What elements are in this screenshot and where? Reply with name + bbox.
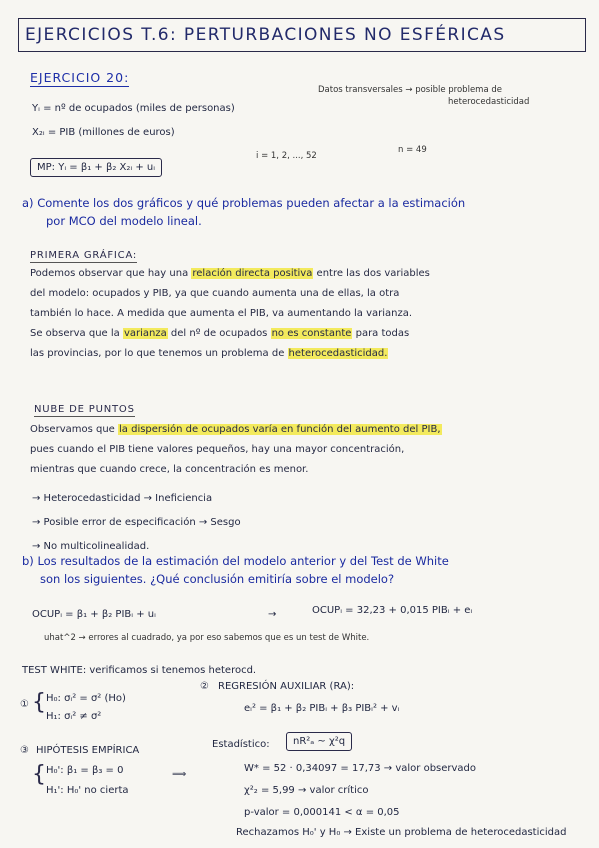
step-1: ① — [20, 699, 29, 710]
primera-l3: también lo hace. A medida que aumenta el PIB, va aumentando la varianza. — [30, 308, 413, 319]
datos-note: Datos transversales → posible problema de — [318, 85, 502, 95]
w-stat: W* = 52 · 0,34097 = 17,73 → valor observado — [244, 763, 477, 774]
bullet-1: → Heterocedasticidad → Ineficiencia — [32, 493, 213, 504]
nube-l2: pues cuando el PIB tiene valores pequeños, hay una mayor concentración, — [30, 444, 405, 455]
step-3: ③ — [20, 745, 29, 756]
bullet-2: → Posible error de especificación → Sesgo — [32, 517, 241, 528]
brace-1: { — [32, 690, 46, 715]
question-a-line2: por MCO del modelo lineal. — [46, 214, 202, 228]
question-b-line2: son los siguientes. ¿Qué conclusión emitiría sobre el modelo? — [40, 572, 395, 586]
exercise-heading: EJERCICIO 20: — [30, 70, 130, 85]
primera-paragraph — [30, 264, 590, 364]
uhat-note: uhat^2 → errores al cuadrado, ya por eso sabemos que es un test de White. — [44, 633, 370, 643]
estadistico-label: Estadístico: — [212, 739, 270, 750]
hipotesis-heading: HIPÓTESIS EMPÍRICA — [36, 745, 140, 756]
primera-l4b: del nº de ocupados — [170, 328, 268, 339]
results-arrow: → — [268, 609, 277, 620]
h0-empirica: H₀': β₁ = β₃ = 0 — [46, 765, 124, 776]
estadistico-box: nR²ₐ ~ χ²q — [286, 732, 352, 751]
step-2: ② — [200, 681, 209, 692]
aux-reg-equation: eᵢ² = β₁ + β₂ PIBᵢ + β₃ PIBᵢ² + vᵢ — [244, 703, 400, 714]
datos-note-2: heterocedasticidad — [448, 97, 530, 107]
model-ocup: OCUPᵢ = β₁ + β₂ PIBᵢ + uᵢ — [32, 609, 156, 620]
nube-l1a: Observamos que — [30, 424, 115, 435]
question-b-line1: b) Los resultados de la estimación del modelo anterior y del Test de White — [22, 554, 449, 568]
primera-l1b: entre las dos variables — [316, 268, 430, 279]
var-y: Yᵢ = nº de ocupados (miles de personas) — [32, 103, 235, 114]
aux-reg-heading: REGRESIÓN AUXILIAR (RA): — [218, 681, 355, 692]
h0: H₀: σᵢ² = σ² (Ho) — [46, 693, 126, 704]
var-x: X₂ᵢ = PIB (millones de euros) — [32, 127, 175, 138]
primera-l1-highlight: relación directa positiva — [192, 268, 313, 279]
hip-arrow: ⟹ — [172, 769, 187, 780]
primera-l4c: para todas — [355, 328, 410, 339]
index-range: i = 1, 2, ..., 52 — [256, 151, 317, 161]
nube-l1-highlight: la dispersión de ocupados varía en función del aumento del PIB, — [119, 424, 441, 435]
question-a-line1: a) Comente los dos gráficos y qué problemas pueden afectar a la estimación — [22, 196, 466, 210]
primera-l5a: las provincias, por lo que tenemos un problema de — [30, 348, 285, 359]
chi-critical: χ²₂ = 5,99 → valor crítico — [244, 785, 369, 796]
p-value: p-valor = 0,000141 < α = 0,05 — [244, 807, 400, 818]
nube-heading: NUBE DE PUNTOS — [34, 404, 135, 415]
test-heading: TEST WHITE: verificamos si tenemos heterocd. — [22, 665, 257, 676]
primera-l4-highlight-1: varianza — [123, 328, 167, 339]
h1-empirica: H₁': H₀' no cierta — [46, 785, 129, 796]
sample-size: n = 49 — [398, 145, 427, 155]
nube-paragraph — [30, 420, 590, 480]
nube-l3: mientras que cuando crece, la concentración es menor. — [30, 464, 309, 475]
estimated-model: OCUPᵢ = 32,23 + 0,015 PIBᵢ + eᵢ — [312, 605, 473, 616]
primera-l4-highlight-2: no es constante — [271, 328, 352, 339]
primera-l2: del modelo: ocupados y PIB, ya que cuando aumenta una de ellas, la otra — [30, 288, 400, 299]
bullet-3: → No multicolinealidad. — [32, 541, 150, 552]
primera-l4a: Se observa que la — [30, 328, 120, 339]
brace-2: { — [32, 762, 46, 787]
page-title: EJERCICIOS T.6: PERTURBACIONES NO ESFÉRICAS — [18, 18, 586, 52]
primera-heading: PRIMERA GRÁFICA: — [30, 250, 138, 261]
conclusion: Rechazamos H₀' y H₀ → Existe un problema de heterocedasticidad — [236, 827, 567, 838]
h1: H₁: σᵢ² ≠ σ² — [46, 711, 102, 722]
primera-l1a: Podemos observar que hay una — [30, 268, 189, 279]
model-box: MP: Yᵢ = β₁ + β₂ X₂ᵢ + uᵢ — [30, 158, 162, 177]
primera-l5-highlight: heterocedasticidad. — [288, 348, 388, 359]
